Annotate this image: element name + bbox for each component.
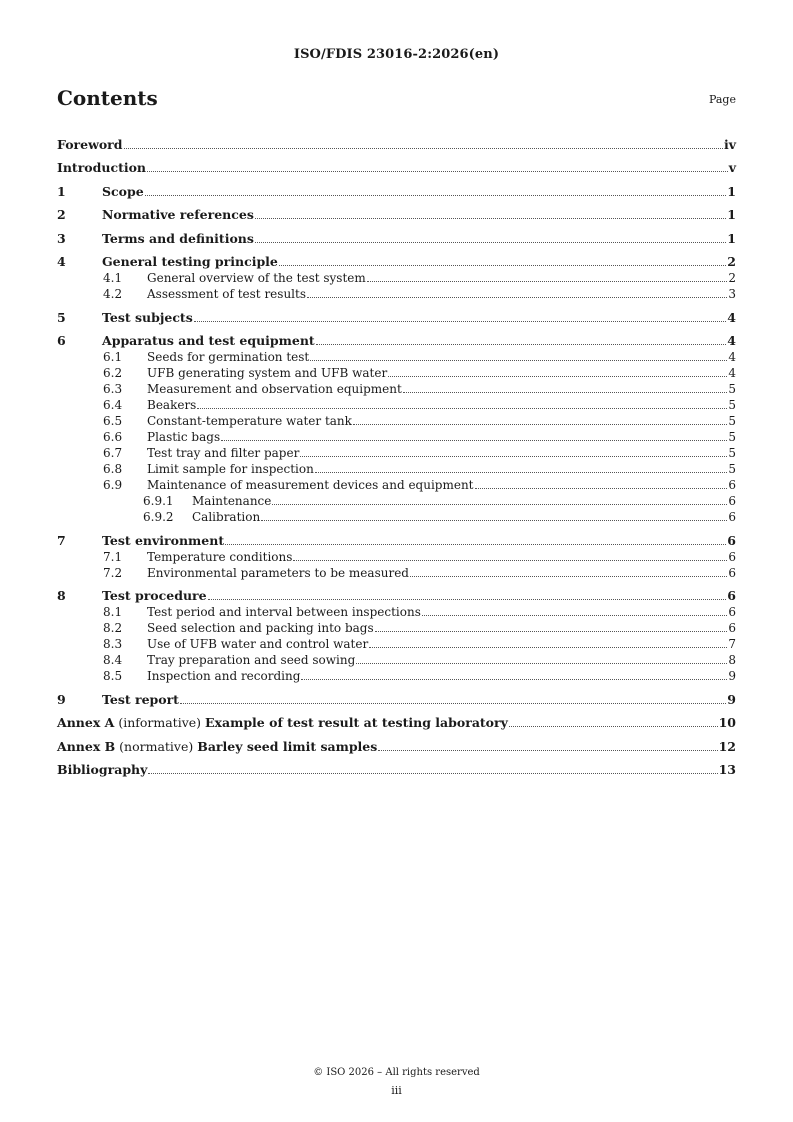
- dot-leader: [403, 391, 728, 393]
- dot-leader: [279, 264, 726, 266]
- toc-entry-number: 8.2: [103, 621, 123, 635]
- toc-entry-page: 4: [727, 309, 736, 325]
- dot-leader: [208, 598, 727, 600]
- toc-entry-number: 7.2: [103, 565, 123, 580]
- toc-entry-number: 8: [57, 588, 66, 603]
- toc-entry-title: Test procedure: [102, 588, 207, 603]
- toc-entry-page: 1: [727, 183, 736, 199]
- toc-entry-number: 6.6: [103, 430, 123, 444]
- page-number: iii: [391, 1084, 402, 1097]
- toc-entry-page: v: [728, 160, 736, 175]
- toc-entry-title: Maintenance of measurement devices and equipment: [147, 478, 474, 492]
- toc-entry-page: 5: [728, 414, 736, 428]
- table-of-contents: [57, 128, 736, 777]
- toc-entry-number: 6.9: [103, 478, 123, 492]
- toc-entry-title: Constant-temperature water tank: [147, 414, 352, 428]
- toc-entry[interactable]: [57, 175, 736, 199]
- toc-entry-title: Test report: [102, 691, 179, 707]
- toc-entry-title: Maintenance: [192, 494, 272, 508]
- toc-entry[interactable]: [57, 325, 736, 349]
- toc-entry-page: 10: [718, 715, 736, 730]
- toc-entry-title: Assessment of test results: [147, 287, 306, 301]
- toc-entry-page: 6: [727, 532, 736, 548]
- dot-leader: [261, 519, 727, 521]
- toc-entry-title: Inspection and recording: [147, 669, 301, 683]
- toc-entry-page: 4: [728, 350, 736, 364]
- toc-entry-title: General overview of the test system: [147, 271, 366, 285]
- toc-entry-number: 6: [57, 333, 66, 348]
- toc-entry-number: 6.1: [103, 350, 123, 364]
- toc-entry[interactable]: [57, 603, 736, 619]
- toc-entry-number: 8.5: [103, 669, 123, 683]
- dot-leader: [180, 702, 726, 704]
- toc-entry-page: 12: [718, 738, 736, 754]
- toc-entry[interactable]: [57, 396, 736, 412]
- toc-entry-page: 5: [728, 430, 736, 444]
- toc-entry-title: Terms and definitions: [102, 230, 254, 246]
- dot-leader: [255, 217, 726, 219]
- toc-entry-page: 6: [728, 510, 736, 524]
- dot-leader: [422, 614, 727, 616]
- dot-leader: [315, 471, 728, 473]
- toc-entry-number: 8.3: [103, 637, 123, 651]
- toc-entry-annex-type: (normative): [115, 738, 198, 754]
- toc-entry[interactable]: [57, 730, 736, 754]
- dot-leader: [124, 147, 723, 149]
- toc-entry-title: Bibliography: [57, 762, 148, 777]
- toc-entry-page: 6: [728, 621, 736, 635]
- toc-entry-page: 5: [728, 446, 736, 460]
- toc-entry-annex-title: Example of test result at testing laboratory: [205, 715, 508, 730]
- toc-entry-title: Test subjects: [102, 309, 193, 325]
- dot-leader: [307, 296, 727, 298]
- toc-entry-number: 6.2: [103, 366, 123, 380]
- toc-entry-title: Measurement and observation equipment: [147, 382, 402, 396]
- dot-leader: [148, 772, 717, 774]
- toc-entry-number: 7: [57, 532, 66, 548]
- dot-leader: [378, 749, 717, 751]
- toc-entry-page: 4: [727, 333, 736, 348]
- toc-entry-page: 9: [727, 691, 736, 707]
- toc-entry-title: Test tray and filter paper: [147, 446, 300, 460]
- toc-entry[interactable]: [57, 683, 736, 707]
- toc-entry[interactable]: [57, 651, 736, 667]
- dot-leader: [293, 559, 727, 561]
- toc-entry-title: Scope: [102, 183, 144, 199]
- toc-entry-number: 7.1: [103, 549, 123, 564]
- toc-entry-title: Tray preparation and seed sowing: [147, 653, 356, 667]
- toc-entry-title: UFB generating system and UFB water: [147, 366, 388, 380]
- dot-leader: [300, 455, 727, 457]
- toc-entry[interactable]: [57, 199, 736, 223]
- toc-entry-number: 6.7: [103, 446, 123, 460]
- page-title: Contents: [57, 86, 158, 110]
- toc-entry[interactable]: [57, 285, 736, 301]
- toc-entry-number: 6.9.2: [143, 510, 174, 524]
- dot-leader: [353, 423, 727, 425]
- toc-entry-page: iv: [723, 136, 736, 152]
- toc-entry[interactable]: [57, 619, 736, 635]
- toc-entry-title: Temperature conditions: [147, 549, 293, 564]
- toc-entry-title: Annex A (informative) Example of test result at testing laboratory: [57, 715, 508, 730]
- toc-entry[interactable]: [57, 564, 736, 580]
- dot-leader: [197, 407, 727, 409]
- toc-entry[interactable]: [57, 548, 736, 564]
- copyright-notice: © ISO 2026 – All rights reserved: [313, 1067, 480, 1078]
- toc-entry-page: 6: [728, 605, 736, 619]
- dot-leader: [316, 343, 727, 345]
- toc-entry[interactable]: [57, 269, 736, 285]
- dot-leader: [255, 241, 726, 243]
- dot-leader: [475, 487, 728, 489]
- toc-entry-number: 6.9.1: [143, 494, 174, 508]
- toc-entry[interactable]: [57, 246, 736, 270]
- toc-entry-number: 9: [57, 691, 66, 707]
- toc-entry-title: Foreword: [57, 136, 123, 152]
- toc-entry[interactable]: [57, 754, 736, 778]
- toc-entry-title: Environmental parameters to be measured: [147, 565, 409, 580]
- toc-entry-page: 2: [728, 271, 736, 285]
- dot-leader: [194, 320, 727, 322]
- toc-entry-number: 8.1: [103, 605, 123, 619]
- toc-entry-title: Annex B (normative) Barley seed limit samples: [57, 738, 378, 754]
- toc-entry-number: 6.3: [103, 382, 123, 396]
- page-column-label: Page: [708, 93, 736, 106]
- toc-entry[interactable]: [57, 380, 736, 396]
- toc-entry-page: 7: [728, 637, 736, 651]
- toc-entry-title: Use of UFB water and control water: [147, 637, 369, 651]
- toc-entry-number: 4: [57, 254, 66, 269]
- toc-entry[interactable]: [57, 364, 736, 380]
- dot-leader: [310, 359, 727, 361]
- toc-entry[interactable]: [57, 492, 736, 508]
- toc-entry-page: 13: [718, 762, 736, 777]
- toc-entry-number: 5: [57, 309, 66, 325]
- toc-entry-page: 8: [728, 653, 736, 667]
- toc-entry-number: 4.2: [103, 287, 123, 301]
- toc-entry-number: 6.5: [103, 414, 123, 428]
- toc-entry-page: 5: [728, 398, 736, 412]
- toc-entry-page: 1: [727, 207, 736, 222]
- dot-leader: [375, 630, 728, 632]
- toc-entry-title: Test environment: [102, 532, 225, 548]
- toc-entry-title: Limit sample for inspection: [147, 462, 314, 476]
- toc-entry-page: 3: [728, 287, 736, 301]
- toc-entry[interactable]: [57, 428, 736, 444]
- dot-leader: [147, 170, 728, 172]
- toc-entry[interactable]: [57, 508, 736, 524]
- toc-entry-number: 1: [57, 183, 66, 199]
- toc-entry-page: 9: [728, 669, 736, 683]
- toc-entry-page: 4: [728, 366, 736, 380]
- toc-entry-title: Introduction: [57, 160, 147, 175]
- toc-entry-page: 6: [727, 588, 736, 603]
- toc-entry-page: 6: [728, 549, 736, 564]
- toc-entry-title: Calibration: [192, 510, 261, 524]
- dot-leader: [410, 575, 727, 577]
- toc-entry-number: 6.8: [103, 462, 123, 476]
- toc-entry-page: 6: [728, 494, 736, 508]
- dot-leader: [145, 194, 727, 196]
- toc-entry[interactable]: [57, 412, 736, 428]
- toc-entry-page: 6: [728, 565, 736, 580]
- toc-entry[interactable]: [57, 444, 736, 460]
- dot-leader: [356, 662, 727, 664]
- toc-entry-page: 6: [728, 478, 736, 492]
- toc-entry[interactable]: [57, 301, 736, 325]
- document-header: ISO/FDIS 23016-2:2026(en): [293, 47, 500, 62]
- toc-entry-page: 5: [728, 462, 736, 476]
- toc-entry-title: Normative references: [102, 207, 254, 222]
- toc-entry[interactable]: [57, 152, 736, 176]
- toc-entry-title: Plastic bags: [147, 430, 221, 444]
- dot-leader: [509, 725, 718, 727]
- toc-entry[interactable]: [57, 524, 736, 548]
- toc-entry[interactable]: [57, 580, 736, 604]
- toc-entry[interactable]: [57, 348, 736, 364]
- toc-entry-number: 8.4: [103, 653, 123, 667]
- toc-entry[interactable]: [57, 460, 736, 476]
- dot-leader: [301, 678, 727, 680]
- dot-leader: [388, 375, 727, 377]
- toc-entry-number: 4.1: [103, 271, 123, 285]
- toc-entry-number: 3: [57, 230, 66, 246]
- dot-leader: [225, 543, 726, 545]
- toc-entry-number: 6.4: [103, 398, 123, 412]
- toc-entry[interactable]: [57, 222, 736, 246]
- toc-entry-page: 1: [727, 230, 736, 246]
- dot-leader: [367, 280, 728, 282]
- toc-entry-annex-type: (informative): [114, 715, 206, 730]
- toc-entry-page: 2: [727, 254, 736, 269]
- dot-leader: [272, 503, 727, 505]
- toc-entry-title: Seeds for germination test: [147, 350, 310, 364]
- toc-entry-title: General testing principle: [102, 254, 278, 269]
- toc-entry[interactable]: [57, 667, 736, 683]
- toc-entry-annex-title: Barley seed limit samples: [197, 738, 378, 754]
- toc-entry[interactable]: [57, 476, 736, 492]
- toc-entry-number: 2: [57, 207, 66, 222]
- toc-entry[interactable]: [57, 128, 736, 152]
- toc-entry-title: Seed selection and packing into bags: [147, 621, 374, 635]
- toc-entry-title: Test period and interval between inspections: [147, 605, 421, 619]
- toc-entry-page: 5: [728, 382, 736, 396]
- dot-leader: [221, 439, 727, 441]
- dot-leader: [369, 646, 727, 648]
- toc-entry-title: Beakers: [147, 398, 197, 412]
- toc-entry[interactable]: [57, 635, 736, 651]
- toc-entry[interactable]: [57, 707, 736, 731]
- toc-entry-title: Apparatus and test equipment: [102, 333, 315, 348]
